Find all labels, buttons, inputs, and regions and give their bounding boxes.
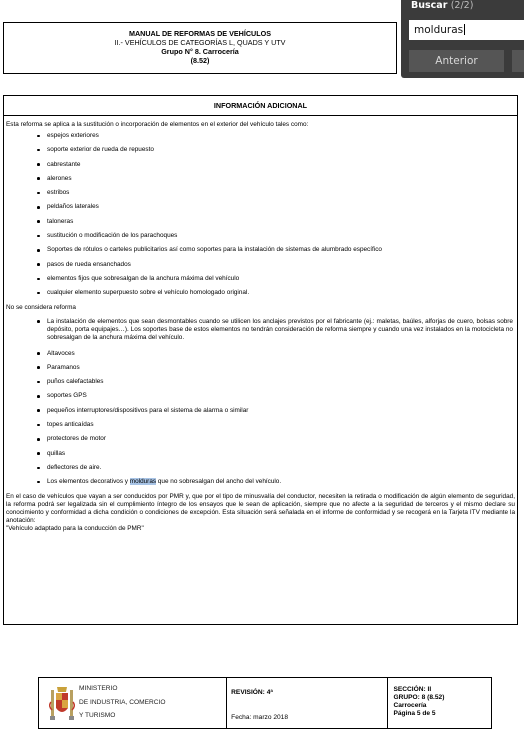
closing-quote: "Vehículo adaptado para la conducción de PMR" [6,524,144,532]
footer-section-cell [388,678,491,728]
list-item: alerones [4,175,517,183]
intro-text: Esta reforma se aplica a la sustitución o incorporación de elementos en el exterior del vehículo tales como: [6,121,309,128]
list-item: cualquier elemento superpuesto sobre el vehículo homologado original. [4,289,517,297]
manual-subtitle: II.- VEHÍCULOS DE CATEGORÍAS L, QUADS Y UTV [114,38,286,47]
revision-label: REVISIÓN: 4ª [231,689,273,696]
list-item: Soportes de rótulos o carteles publicitarios así como soportes para la instalación de sistemas de alumbrado específico [4,246,517,254]
manual-code: (8.52) [190,56,210,65]
find-bar [401,0,524,78]
list-item: protectores de motor [4,435,517,443]
list-item: taloneras [4,218,517,226]
footer-ministry-cell [39,678,227,728]
list-item: topes anticaídas [4,421,517,429]
list-item: Paramanos [4,364,517,372]
list-item: estribos [4,189,517,197]
revision-date: Fecha: marzo 2018 [231,714,288,721]
find-label: Buscar (2/2) [411,0,474,11]
list-item: pequeños interruptores/dispositivos para el sistema de alarma o similar [4,407,517,415]
list-item: La instalación de elementos que sean desmontables cuando se utilicen los anclajes previstos por el fabricante (ej.: maletas, baúles, alforjas de cuero, bolsas sobre depósito, porta equipajes…). Los soportes base de estos elementos no tendrán consideración de reforma siempre y cuando una vez instalados en la motocicleta no sobresalgan de la anchura máxima del vehículo. [4,318,517,342]
not-reform-label: No se considera reforma [6,303,76,311]
next-match-button[interactable] [512,50,524,72]
closing-paragraph: En el caso de vehículos que vayan a ser conducidos por PMR y, que por el tipo de minusvalía del conductor, necesiten la retirada o modificación de algún elemento de seguridad, la reforma podrá ser legalizada sin el cumplimiento íntegro de los ensayos que le sean de aplicación, siempre que no afecte a la seguridad de terceros y el mismo declare su conocimiento y conformidad a dicha condición o condiciones de excepción. Esta situación será señalada en el informe de conformidad y se recogerá en la Tarjeta ITV mediante la anotación: [6,492,515,524]
section-info: SECCIÓN: II GRUPO: 8 (8.52) Carrocería Página 5 de 5 [393,686,445,717]
ministry-name: MINISTERIO DE INDUSTRIA, COMERCIO Y TURISMO [79,685,166,719]
list-item: soporte exterior de rueda de repuesto [4,146,517,154]
list-item: soportes GPS [4,392,517,400]
coat-of-arms-icon [49,684,75,724]
list-item: sustitución o modificación de los parachoques [4,232,517,240]
match-count: (2/2) [450,0,474,11]
list-item-text: Los elementos decorativos y [47,478,130,486]
search-input[interactable]: molduras [409,20,524,40]
section-title: INFORMACIÓN ADICIONAL [4,96,517,116]
list-item: cabrestante [4,161,517,169]
additional-info-box [3,95,518,625]
manual-title: MANUAL DE REFORMAS DE VEHÍCULOS [128,29,272,38]
list-item: quillas [4,450,517,458]
search-highlight: molduras [129,478,157,486]
list-item: elementos fijos que sobresalgan de la anchura máxima del vehículo [4,275,517,283]
list-item-text: que no sobresalgan del ancho del vehículo. [156,478,282,486]
list-item [4,478,517,486]
reform-items-list [4,132,517,297]
text-caret [464,24,465,35]
manual-group: Grupo N° 8. Carrocería [161,47,239,56]
list-item: pasos de rueda ensanchados [4,261,517,269]
document-footer [38,677,492,729]
not-reform-list [4,318,517,487]
list-item: deflectores de aire. [4,464,517,472]
document-header [3,22,397,74]
list-item: peldaños laterales [4,203,517,211]
footer-revision-cell [227,678,388,728]
list-item: Altavoces [4,350,517,358]
previous-match-button[interactable]: Anterior [409,50,504,72]
list-item: espejos exteriores [4,132,517,140]
list-item: puños calefactables [4,378,517,386]
